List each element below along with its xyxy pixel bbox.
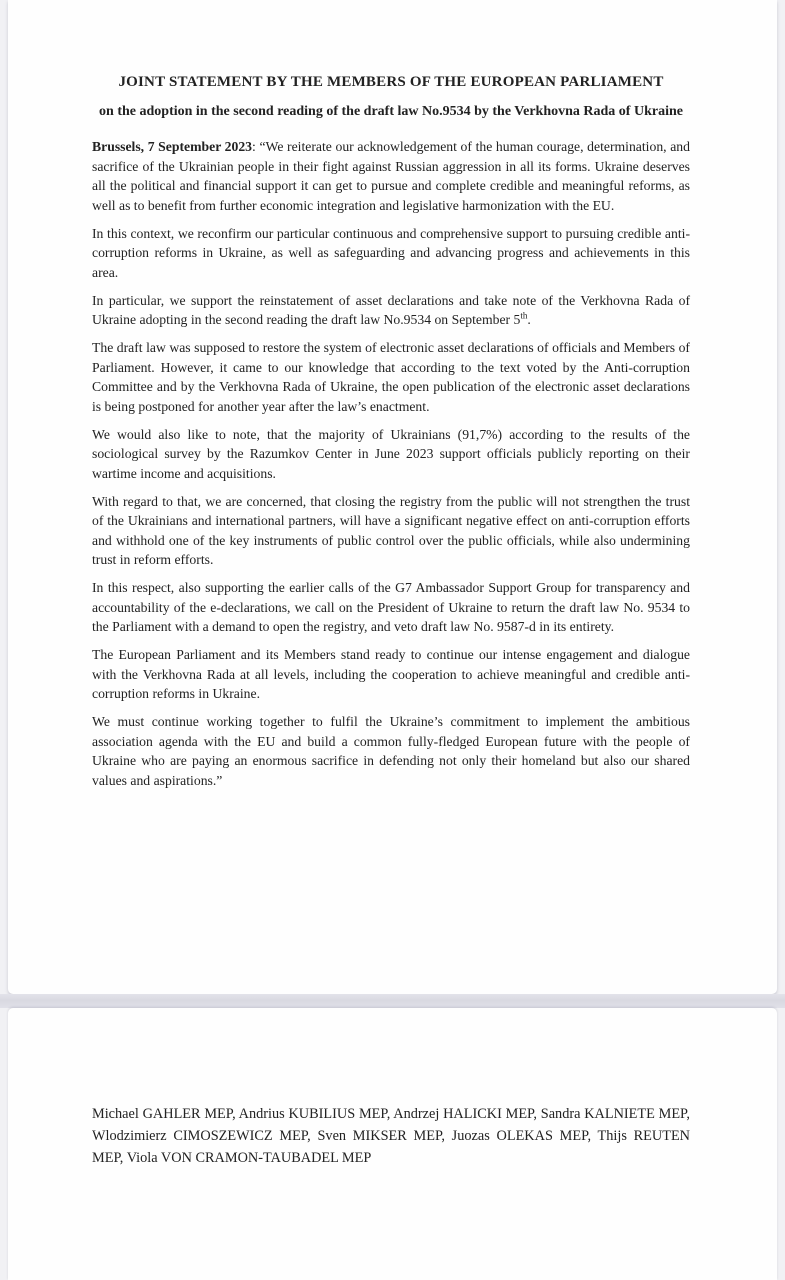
ordinal-superscript: th	[520, 310, 528, 321]
paragraph: The European Parliament and its Members stand ready to continue our intense engagement and dialogue with the Verkhovna Rada at all levels, including the cooperation to achieve meaningful and credible anti-corruption reforms in Ukraine.	[92, 647, 690, 701]
document-subtitle: on the adoption in the second reading of the draft law No.9534 by the Verkhovna Rada of Ukraine	[99, 104, 683, 119]
document-title: JOINT STATEMENT BY THE MEMBERS OF THE EUROPEAN PARLIAMENT	[118, 74, 664, 90]
signatories-line: Michael GAHLER MEP, Andrius KUBILIUS MEP, Andrzej HALICKI MEP, Sandra KALNIETE MEP, Wlodzimierz CIMOSZEWICZ MEP, Sven MIKSER MEP, Juozas OLEKAS MEP, Thijs REUTEN MEP, Viola VON CRAMON-TAUBADEL MEP	[92, 1106, 690, 1166]
paragraph-opening	[92, 137, 690, 215]
paragraph-text: .	[527, 312, 531, 327]
paragraph: We would also like to note, that the majority of Ukrainians (91,7%) according to the results of the sociological survey by the Razumkov Center in June 2023 support officials publicly reporting on their wartime income and acquisitions.	[92, 426, 690, 481]
paragraph: In this respect, also supporting the earlier calls of the G7 Ambassador Support Group for transparency and accountability of the e-declarations, we call on the President of Ukraine to return the draft law No. 9534 to the Parliament with a demand to open the registry, and veto draft law No. 9587-d in its entirety.	[92, 580, 690, 634]
page-gap	[0, 994, 785, 1008]
dateline: Brussels, 7 September 2023	[92, 139, 253, 154]
paragraph-text: In particular, we support the reinstatement of asset declarations and take note of the Verkhovna Rada of Ukraine adopting in the second reading the draft law No.9534 on September 5	[92, 292, 690, 327]
paragraph: In this context, we reconfirm our particular continuous and comprehensive support to pursuing credible anti-corruption reforms in Ukraine, as well as safeguarding and advancing progress and achievements in this area.	[92, 225, 690, 280]
paragraph	[92, 291, 690, 330]
paragraph: The draft law was supposed to restore the system of electronic asset declarations of officials and Members of Parliament. However, it came to our knowledge that according to the text voted by the Anti-corruption Committee and by the Verkhovna Rada of Ukraine, the open publication of the electronic asset declarations is being postponed for another year after the law’s enactment.	[92, 340, 690, 414]
document-page-2	[8, 1008, 777, 1280]
paragraph: We must continue working together to fulfil the Ukraine’s commitment to implement the ambitious association agenda with the EU and build a common fully-fledged European future with the people of Ukraine who are paying an enormous sacrifice in defending not only their homeland but also our shared values and aspirations.”	[92, 714, 690, 788]
paragraph: With regard to that, we are concerned, that closing the registry from the public will not strengthen the trust of the Ukrainians and international partners, will have a significant negative effect on anti-corruption efforts and withhold one of the key instruments of public control over the public officials, while also undermining trust in reform efforts.	[92, 493, 690, 567]
document-page-1	[8, 0, 777, 994]
paragraph-text: : “We reiterate our acknowledgement of the human courage, determination, and sacrifice of the Ukrainian people in their fight against Russian aggression in all its forms. Ukraine deserves all the political and financial support it can get to pursue and complete credible and meaningful reforms, as well as to benefit from further economic integration and legislative harmonization with the EU.	[92, 139, 690, 213]
